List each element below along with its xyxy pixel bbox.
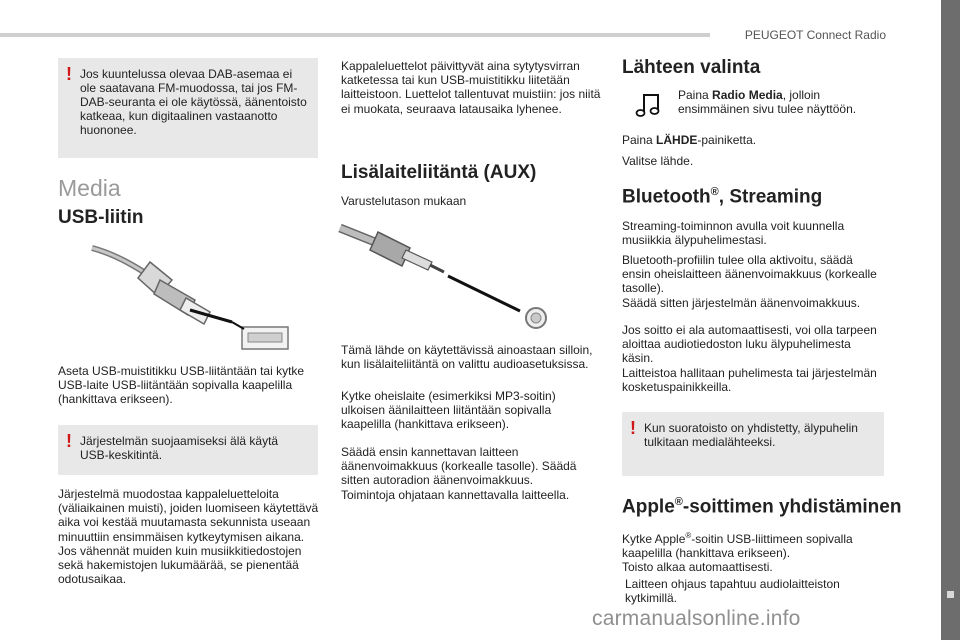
text-fragment: -soitin USB-liittimeen sopivalla kaapelilla (hankittava erikseen). Toisto alkaa automaattisesti. <box>622 532 853 575</box>
text-fragment: -painiketta. <box>697 133 757 147</box>
aux-text-connect: Kytke oheislaite (esimerkiksi MP3-soitin) ulkoisen äänilaitteen liitäntään sopivalla kaapelilla (hankittava erikseen). <box>341 389 556 432</box>
usb-title: USB-liitin <box>58 207 144 228</box>
aux-text-availability: Tämä lähde on käytettävissä ainoastaan silloin, kun lisälaiteliitäntä on valittu audioasetuksissa. <box>341 343 593 372</box>
text-fragment: , jolloin ensimmäinen sivu tulee näyttöön. <box>678 88 857 117</box>
warning-text: Kun suoratoisto on yhdistetty, älypuhelin tulkitaan medialähteeksi. <box>644 421 858 449</box>
bluetooth-title <box>622 186 822 208</box>
bt-text-playback: Jos soitto ei ala automaattisesti, voi olla tarpeen aloittaa audiotiedoston luku älypuhelimesta käsin. Laitteistoa hallitaan puhelimesta tai järjestelmän kosketuspainikkeilla. <box>622 323 877 394</box>
press-source-text <box>622 133 884 147</box>
header-title: PEUGEOT Connect Radio <box>744 28 886 42</box>
page-marker <box>947 591 954 598</box>
page-edge-bar <box>941 0 960 640</box>
warning-icon: ! <box>630 418 636 438</box>
warning-box-phone <box>622 412 884 476</box>
registered-mark: ® <box>674 496 683 508</box>
usb-text: Aseta USB-muistitikku USB-liitäntään tai kytke USB-laite USB-liitäntään sopivalla kaapelilla (hankittava erikseen). <box>58 364 305 407</box>
registered-mark: ® <box>685 531 692 540</box>
text-fragment: Paina <box>678 88 713 102</box>
source-instruction <box>678 88 878 116</box>
warning-text: Järjestelmän suojaamiseksi älä käytä USB-keskitintä. <box>80 434 279 462</box>
warning-icon: ! <box>66 64 72 84</box>
source-title: Lähteen valinta <box>622 57 761 78</box>
warning-icon: ! <box>66 431 72 451</box>
text-fragment: Bluetooth <box>622 186 711 208</box>
apple-control-text: Laitteen ohjaus tapahtuu audiolaitteiston kytkimillä. <box>625 577 840 606</box>
text-fragment: Kytke Apple <box>622 532 686 546</box>
text-fragment: -soittimen yhdistäminen <box>682 496 902 518</box>
apple-title <box>622 496 901 518</box>
aux-text-volume: Säädä ensin kannettavan laitteen äänenvoimakkuus (korkealle tasolle). Säädä sitten autoradion äänenvoimakkuus. Toimintoja ohjataan kannettavalla laitteella. <box>341 445 577 502</box>
choose-source-text: Valitse lähde. <box>622 154 694 168</box>
radio-media-label: Radio Media <box>712 88 783 102</box>
warning-box-hub <box>58 425 318 475</box>
apple-text <box>622 529 884 575</box>
usb-illustration <box>90 240 300 350</box>
warning-text: Jos kuuntelussa olevaa DAB-asemaa ei ole saatavana FM-muodossa, tai jos FM-DAB-seuranta ei ole käytössä, äänentoisto katkeaa, kun digitaalinen vastaanotto huononee. <box>80 67 307 137</box>
update-text: Kappaleluettelot päivittyvät aina sytytysvirran katketessa tai kun USB-muistitikku liitetään laitteistoon. Luettelot tallentuvat muistiin: jos niitä ei muokata, seuraava latausaika lyhenee. <box>341 59 601 116</box>
playlist-text: Järjestelmä muodostaa kappaleluetteloita (väliaikainen muisti), joiden luomiseen käytettävä aika voi kestää muutamasta sekunnista useaan minuuttiin ensimmäisen kytkeytymisen aikana. Jos vähennät muiden kuin musiikkitiedostojen sekä hakemistojen lukumäärää, se pienentää odotusaikaa. <box>58 487 319 587</box>
registered-mark: ® <box>710 186 719 198</box>
bt-text-intro: Streaming-toiminnon avulla voit kuunnella musiikkia älypuhelimestasi. <box>622 219 845 248</box>
text-fragment: Apple <box>622 496 675 518</box>
music-note-icon <box>636 93 662 119</box>
aux-jack-illustration <box>340 218 560 333</box>
top-divider <box>0 33 710 37</box>
watermark: carmanualsonline.info <box>592 607 801 630</box>
bt-text-profile: Bluetooth-profiilin tulee olla aktivoitu, säädä ensin oheislaitteen äänenvoimakkuus (korkealle tasolle). Säädä sitten järjestelmän äänenvoimakkuus. <box>622 253 877 310</box>
source-button-label: LÄHDE <box>656 133 698 147</box>
aux-title: Lisälaiteliitäntä (AUX) <box>341 162 537 183</box>
text-fragment: , Streaming <box>718 186 823 208</box>
aux-subtitle: Varustelutason mukaan <box>341 194 467 208</box>
section-title: Media <box>58 175 121 201</box>
warning-box-dab <box>58 58 318 158</box>
text-fragment: Paina <box>622 133 657 147</box>
